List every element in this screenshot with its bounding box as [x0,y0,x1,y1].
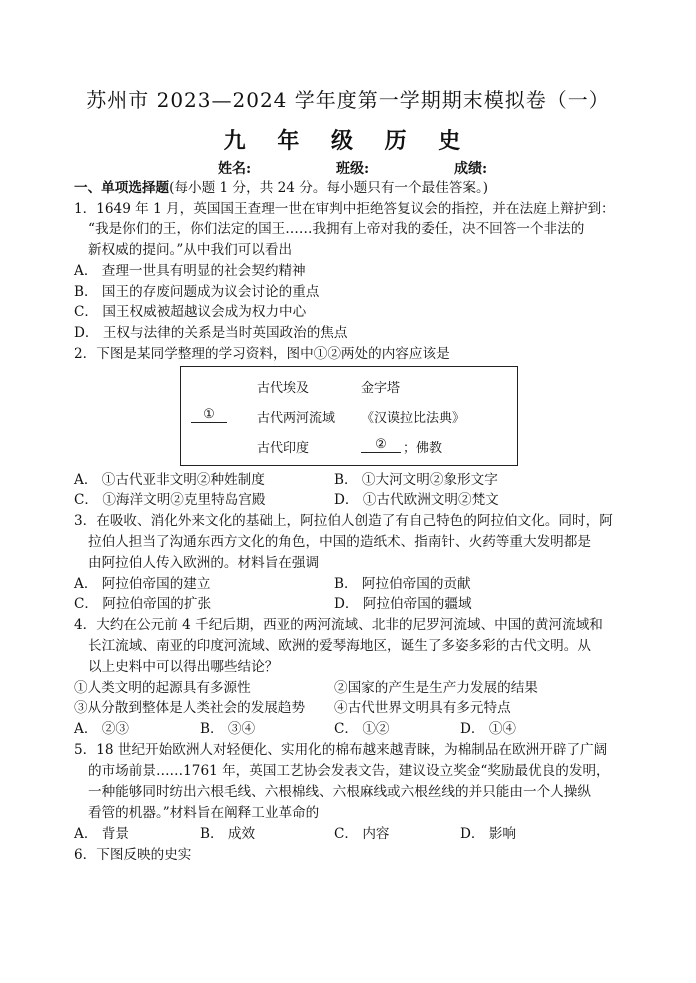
q4-stem-line1: 4．大约在公元前 4 千纪后期，西亚的两河流域、北非的尼罗河流域、中国的黄河流域和 [74,617,603,633]
section-note: (每小题 1 分，共 24 分。每小题只有一个最佳答案。) [169,180,489,196]
q5-stem-line2: 的市场前景……1761 年，英国工艺协会发表文告，建议设立奖金“奖励最优良的发明， [88,763,610,779]
q1-option-a: A． 查理一世具有明显的社会契约精神 [74,263,306,279]
exam-title: 苏州市 2023—2024 学年度第一学期期末模拟卷（一） [86,88,610,112]
box-buddhism: ；佛教 [403,441,443,456]
q5-option-d: D． 影响 [460,826,517,842]
q5-option-c: C． 内容 [334,826,390,842]
q4-option-b: B． ③④ [200,721,256,737]
q1-option-b: B． 国王的存废问题成为议会讨论的重点 [74,284,320,300]
q2-diagram-box [180,366,518,466]
q2-option-d: D． ①古代欧洲文明②梵文 [334,492,499,508]
q6-stem: 6．下图反映的史实 [74,847,192,863]
q1-option-c: C． 国王权威被超越议会成为权力中心 [74,304,307,320]
q2-option-a: A． ①古代亚非文明②种姓制度 [74,472,265,488]
score-label: 成绩: [454,161,488,177]
q4-stem-line3: 以上史料中可以得出哪些结论？ [88,659,279,675]
q5-stem-line3: 一种能够同时纺出六根毛线、六根棉线、六根麻线或六根丝线的并只能由一个人操纵 [88,784,591,800]
q1-stem-line1: 1．1649 年 1 月，英国国王查理一世在审判中拒绝答复议会的指控，并在法庭上辩护到： [74,201,615,217]
q3-option-c: C． 阿拉伯帝国的扩张 [74,596,212,612]
q3-option-d: D． 阿拉伯帝国的疆域 [334,596,472,612]
q1-option-d: D． 王权与法律的关系是当时英国政治的焦点 [74,325,348,341]
q2-stem: 2．下图是某同学整理的学习资料，图中①②两处的内容应该是 [74,346,450,362]
q4-statement-2: ②国家的产生是生产力发展的结果 [334,680,538,696]
box-blank-2: ② [361,437,401,453]
box-egypt: 古代埃及 [257,381,310,396]
q4-statement-1: ①人类文明的起源具有多源性 [74,680,251,696]
q4-statement-3: ③从分散到整体是人类社会的发展趋势 [74,700,306,716]
q5-option-a: A． 背景 [74,826,129,842]
q3-option-b: B． 阿拉伯帝国的贡献 [334,576,471,592]
q3-stem-line3: 由阿拉伯人传入欧洲的。材料旨在强调 [88,555,320,571]
q2-option-c: C． ①海洋文明②克里特岛宫殿 [74,492,266,508]
q4-stem-line2: 长江流域、南亚的印度河流域、欧洲的爱琴海地区，诞生了多姿多彩的古代文明。从 [88,638,591,654]
box-mesopotamia: 古代两河流域 [257,411,336,426]
q1-stem-line3: 新权威的提问。”从中我们可以看出 [88,242,293,258]
box-pyramid: 金字塔 [361,381,401,396]
q5-stem-line1: 5．18 世纪开始欧洲人对轻便化、实用化的棉布越来越青睐，为棉制品在欧洲开辟了广阔 [74,742,608,758]
q2-option-b: B． ①大河文明②象形文字 [334,472,498,488]
q4-statement-4: ④古代世界文明具有多元特点 [334,700,511,716]
q3-stem-line2: 拉伯人担当了沟通东西方文化的角色，中国的造纸术、指南针、火药等重大发明都是 [88,534,591,550]
q5-stem-line4: 看管的机器。”材料旨在阐释工业革命的 [88,805,320,821]
section-heading [74,178,488,198]
q3-stem-line1: 3．在吸收、消化外来文化的基础上，阿拉伯人创造了有自己特色的阿拉伯文化。同时，阿 [74,513,613,529]
q4-option-a: A． ②③ [74,721,129,737]
q3-option-a: A． 阿拉伯帝国的建立 [74,576,211,592]
q4-option-c: C． ①② [334,721,390,737]
box-india: 古代印度 [257,441,310,456]
box-hammurabi: 《汉谟拉比法典》 [361,411,466,426]
class-label: 班级: [336,161,370,177]
q5-option-b: B． 成效 [200,826,256,842]
box-blank-1: ① [191,407,227,423]
name-label: 姓名: [218,161,252,177]
q4-option-d: D． ①④ [460,721,517,737]
section-title: 一、单项选择题 [74,180,170,196]
exam-subtitle: 九 年 级 历 史 [223,128,473,154]
q1-stem-line2: “我是你们的王，你们法定的国王……我拥有上帝对我的委任，决不回答一个非法的 [88,221,585,237]
